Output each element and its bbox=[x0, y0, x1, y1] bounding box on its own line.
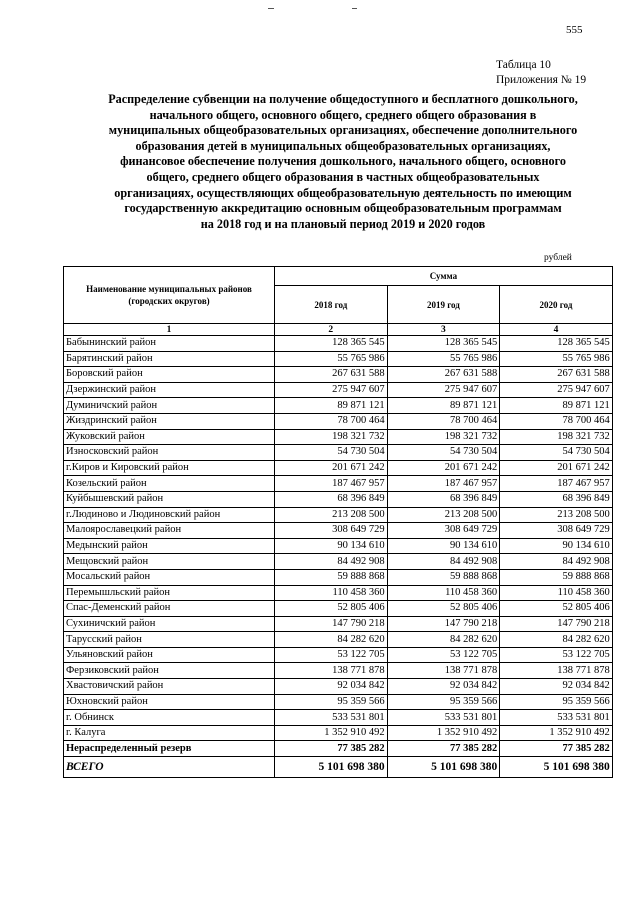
value-2018: 55 765 986 bbox=[275, 351, 388, 367]
title-line: организациях, осуществляющих общеобразовательную деятельность по имеющим bbox=[114, 185, 572, 200]
value-2018: 201 671 242 bbox=[275, 460, 388, 476]
value-2019: 213 208 500 bbox=[387, 507, 500, 523]
municipality-name: Козельский район bbox=[64, 476, 275, 492]
table-row bbox=[64, 445, 613, 461]
municipality-name: г. Обнинск bbox=[64, 710, 275, 726]
value-2018: 84 492 908 bbox=[275, 554, 388, 570]
reserve-row bbox=[64, 741, 613, 757]
column-number: 2 bbox=[275, 324, 388, 336]
value-2020: 95 359 566 bbox=[500, 694, 613, 710]
value-2018: 89 871 121 bbox=[275, 398, 388, 414]
value-2020: 275 947 607 bbox=[500, 382, 613, 398]
municipality-name: Жуковский район bbox=[64, 429, 275, 445]
value-2018: 1 352 910 492 bbox=[275, 725, 388, 741]
title-line: государственную аккредитацию основным общеобразовательным программам bbox=[124, 201, 562, 216]
table-row bbox=[64, 460, 613, 476]
table-row bbox=[64, 507, 613, 523]
value-2019: 84 282 620 bbox=[387, 632, 500, 648]
table-body bbox=[64, 336, 613, 741]
value-2019: 54 730 504 bbox=[387, 445, 500, 461]
value-2019: 128 365 545 bbox=[387, 336, 500, 352]
header-year-2020: 2020 год bbox=[500, 286, 613, 324]
table-row bbox=[64, 632, 613, 648]
municipality-name: Малоярославецкий район bbox=[64, 523, 275, 539]
value-2020: 308 649 729 bbox=[500, 523, 613, 539]
municipality-name: Износковский район bbox=[64, 445, 275, 461]
value-2018: 147 790 218 bbox=[275, 616, 388, 632]
value-2020: 68 396 849 bbox=[500, 491, 613, 507]
value-2018: 267 631 588 bbox=[275, 367, 388, 383]
header-sum: Сумма bbox=[275, 267, 613, 286]
municipality-name: Думиничский район bbox=[64, 398, 275, 414]
table-row bbox=[64, 398, 613, 414]
value-2019: 53 122 705 bbox=[387, 647, 500, 663]
value-2018: 92 034 842 bbox=[275, 679, 388, 695]
title-line: Распределение субвенции на получение общедоступного и бесплатного дошкольного, bbox=[108, 92, 578, 106]
value-2020: 110 458 360 bbox=[500, 585, 613, 601]
value-2020: 59 888 868 bbox=[500, 569, 613, 585]
table-row bbox=[64, 601, 613, 617]
scan-mark-right bbox=[352, 8, 357, 9]
value-2019: 308 649 729 bbox=[387, 523, 500, 539]
municipality-name: Ферзиковский район bbox=[64, 663, 275, 679]
reserve-2019: 77 385 282 bbox=[387, 741, 500, 757]
value-2019: 275 947 607 bbox=[387, 382, 500, 398]
title-line: финансовое обеспечение получения дошкольного, начального общего, основного bbox=[120, 154, 566, 169]
table-row bbox=[64, 351, 613, 367]
municipality-name: Спас-Деменский район bbox=[64, 601, 275, 617]
value-2018: 187 467 957 bbox=[275, 476, 388, 492]
value-2020: 53 122 705 bbox=[500, 647, 613, 663]
value-2018: 59 888 868 bbox=[275, 569, 388, 585]
value-2018: 90 134 610 bbox=[275, 538, 388, 554]
total-2019: 5 101 698 380 bbox=[387, 757, 500, 778]
value-2019: 89 871 121 bbox=[387, 398, 500, 414]
title-line: образования детей в муниципальных общеобразовательных организациях, bbox=[135, 138, 551, 153]
municipality-name: Дзержинский район bbox=[64, 382, 275, 398]
value-2018: 275 947 607 bbox=[275, 382, 388, 398]
value-2018: 78 700 464 bbox=[275, 413, 388, 429]
municipality-name: Бабынинский район bbox=[64, 336, 275, 352]
total-row bbox=[64, 757, 613, 778]
municipality-name: Сухиничский район bbox=[64, 616, 275, 632]
value-2018: 84 282 620 bbox=[275, 632, 388, 648]
value-2018: 308 649 729 bbox=[275, 523, 388, 539]
municipality-name: Жиздринский район bbox=[64, 413, 275, 429]
title-line: общего, среднего общего образования в частных общеобразовательных bbox=[146, 169, 540, 184]
municipality-name: г. Калуга bbox=[64, 725, 275, 741]
value-2020: 55 765 986 bbox=[500, 351, 613, 367]
municipality-name: Ульяновский район bbox=[64, 647, 275, 663]
table-row bbox=[64, 679, 613, 695]
value-2018: 68 396 849 bbox=[275, 491, 388, 507]
value-2020: 84 492 908 bbox=[500, 554, 613, 570]
header-municipality: Наименование муниципальных районов (городских округов) bbox=[64, 267, 275, 324]
table-row bbox=[64, 710, 613, 726]
table-row bbox=[64, 367, 613, 383]
title-line: муниципальных общеобразовательных организациях, обеспечение дополнительного bbox=[108, 123, 578, 138]
value-2019: 92 034 842 bbox=[387, 679, 500, 695]
column-number: 3 bbox=[387, 324, 500, 336]
table-row bbox=[64, 694, 613, 710]
value-2020: 84 282 620 bbox=[500, 632, 613, 648]
municipality-name: Барятинский район bbox=[64, 351, 275, 367]
value-2020: 89 871 121 bbox=[500, 398, 613, 414]
value-2019: 147 790 218 bbox=[387, 616, 500, 632]
municipality-name: Мещовский район bbox=[64, 554, 275, 570]
value-2018: 213 208 500 bbox=[275, 507, 388, 523]
value-2019: 198 321 732 bbox=[387, 429, 500, 445]
header-year-2018: 2018 год bbox=[275, 286, 388, 324]
table-reference bbox=[496, 58, 586, 88]
table-row bbox=[64, 585, 613, 601]
value-2020: 533 531 801 bbox=[500, 710, 613, 726]
value-2020: 54 730 504 bbox=[500, 445, 613, 461]
value-2019: 55 765 986 bbox=[387, 351, 500, 367]
value-2018: 128 365 545 bbox=[275, 336, 388, 352]
value-2020: 267 631 588 bbox=[500, 367, 613, 383]
table-row bbox=[64, 647, 613, 663]
scan-mark-left bbox=[268, 8, 274, 9]
value-2020: 147 790 218 bbox=[500, 616, 613, 632]
value-2018: 110 458 360 bbox=[275, 585, 388, 601]
municipality-name: Хвастовичский район bbox=[64, 679, 275, 695]
total-name: ВСЕГО bbox=[64, 757, 275, 778]
column-number: 1 bbox=[64, 324, 275, 336]
value-2019: 201 671 242 bbox=[387, 460, 500, 476]
table-row bbox=[64, 476, 613, 492]
page-number: 555 bbox=[566, 24, 583, 36]
value-2020: 213 208 500 bbox=[500, 507, 613, 523]
value-2020: 201 671 242 bbox=[500, 460, 613, 476]
value-2020: 198 321 732 bbox=[500, 429, 613, 445]
table-row bbox=[64, 429, 613, 445]
value-2020: 1 352 910 492 bbox=[500, 725, 613, 741]
value-2018: 54 730 504 bbox=[275, 445, 388, 461]
municipality-name: Куйбышевский район bbox=[64, 491, 275, 507]
table-row bbox=[64, 538, 613, 554]
municipality-name: г.Киров и Кировский район bbox=[64, 460, 275, 476]
reserve-2020: 77 385 282 bbox=[500, 741, 613, 757]
value-2020: 128 365 545 bbox=[500, 336, 613, 352]
reserve-name: Нераспределенный резерв bbox=[64, 741, 275, 757]
appendix-label: Приложения № 19 bbox=[496, 74, 587, 86]
reserve-2018: 77 385 282 bbox=[275, 741, 388, 757]
value-2018: 95 359 566 bbox=[275, 694, 388, 710]
total-2020: 5 101 698 380 bbox=[500, 757, 613, 778]
value-2018: 198 321 732 bbox=[275, 429, 388, 445]
value-2018: 533 531 801 bbox=[275, 710, 388, 726]
table-row bbox=[64, 336, 613, 352]
value-2018: 138 771 878 bbox=[275, 663, 388, 679]
value-2020: 52 805 406 bbox=[500, 601, 613, 617]
value-2019: 78 700 464 bbox=[387, 413, 500, 429]
value-2019: 68 396 849 bbox=[387, 491, 500, 507]
value-2020: 187 467 957 bbox=[500, 476, 613, 492]
value-2019: 84 492 908 bbox=[387, 554, 500, 570]
document-title bbox=[58, 92, 628, 232]
municipality-name: Тарусский район bbox=[64, 632, 275, 648]
units-label: рублей bbox=[544, 253, 572, 263]
value-2019: 110 458 360 bbox=[387, 585, 500, 601]
value-2019: 187 467 957 bbox=[387, 476, 500, 492]
value-2019: 52 805 406 bbox=[387, 601, 500, 617]
table-row bbox=[64, 663, 613, 679]
municipality-name: Юхновский район bbox=[64, 694, 275, 710]
municipality-name: Медынский район bbox=[64, 538, 275, 554]
header-year-2019: 2019 год bbox=[387, 286, 500, 324]
table-row bbox=[64, 382, 613, 398]
value-2018: 53 122 705 bbox=[275, 647, 388, 663]
value-2018: 52 805 406 bbox=[275, 601, 388, 617]
municipality-name: Мосальский район bbox=[64, 569, 275, 585]
table-row bbox=[64, 616, 613, 632]
table-row bbox=[64, 725, 613, 741]
value-2019: 267 631 588 bbox=[387, 367, 500, 383]
title-line: начального общего, основного общего, среднего общего образования в bbox=[149, 107, 537, 122]
table-row bbox=[64, 413, 613, 429]
value-2019: 59 888 868 bbox=[387, 569, 500, 585]
value-2020: 138 771 878 bbox=[500, 663, 613, 679]
table-row bbox=[64, 491, 613, 507]
value-2019: 95 359 566 bbox=[387, 694, 500, 710]
municipality-name: Перемышльский район bbox=[64, 585, 275, 601]
municipality-name: Боровский район bbox=[64, 367, 275, 383]
value-2020: 78 700 464 bbox=[500, 413, 613, 429]
table-row bbox=[64, 569, 613, 585]
value-2019: 533 531 801 bbox=[387, 710, 500, 726]
subsidy-table bbox=[63, 266, 613, 778]
value-2019: 90 134 610 bbox=[387, 538, 500, 554]
value-2020: 92 034 842 bbox=[500, 679, 613, 695]
table-row bbox=[64, 554, 613, 570]
table-label: Таблица 10 bbox=[496, 59, 551, 71]
table-row bbox=[64, 523, 613, 539]
title-line: на 2018 год и на плановый период 2019 и 2020 годов bbox=[200, 216, 486, 231]
column-number: 4 bbox=[500, 324, 613, 336]
total-2018: 5 101 698 380 bbox=[275, 757, 388, 778]
municipality-name: г.Людиново и Людиновский район bbox=[64, 507, 275, 523]
value-2019: 1 352 910 492 bbox=[387, 725, 500, 741]
value-2019: 138 771 878 bbox=[387, 663, 500, 679]
column-number-row bbox=[64, 324, 613, 336]
value-2020: 90 134 610 bbox=[500, 538, 613, 554]
